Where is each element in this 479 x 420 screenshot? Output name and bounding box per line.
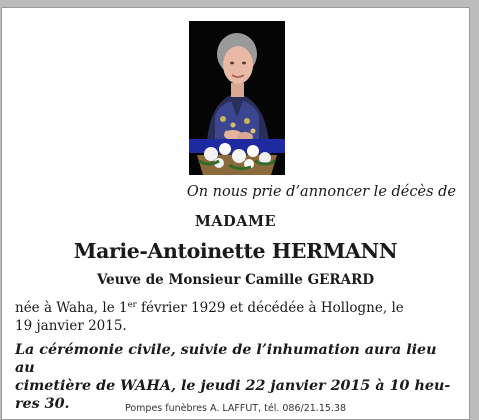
announcement-intro: On nous prie d’annoncer le décès de	[186, 184, 456, 200]
honorific-title: MADAME	[194, 213, 277, 230]
birth-suffix: février 1929 et décédée à Hollogne, le	[136, 300, 404, 316]
ceremony-line-1: La cérémonie civile, suivie de l’inhumation aura lieu au	[15, 342, 437, 376]
portrait-photo	[189, 21, 285, 175]
portrait-image	[189, 21, 285, 175]
ceremony-line-3: res 30.	[15, 396, 70, 412]
birth-death-details	[15, 299, 460, 335]
birth-ordinal-suffix: er	[127, 300, 137, 310]
deceased-name: Marie-Antoinette HERMANN	[73, 239, 398, 263]
death-date: 19 janvier 2015.	[15, 318, 127, 334]
ceremony-line-2: cimetière de WAHA, le jeudi 22 janvier 2015 à 10 heu-	[15, 378, 451, 394]
obituary-card	[1, 7, 470, 420]
funeral-home-contact: Pompes funèbres A. LAFFUT, tél. 086/21.15.38	[124, 403, 347, 414]
widow-of-line: Veuve de Monsieur Camille GERARD	[96, 272, 375, 288]
birth-prefix: née à Waha, le 1	[15, 300, 128, 316]
